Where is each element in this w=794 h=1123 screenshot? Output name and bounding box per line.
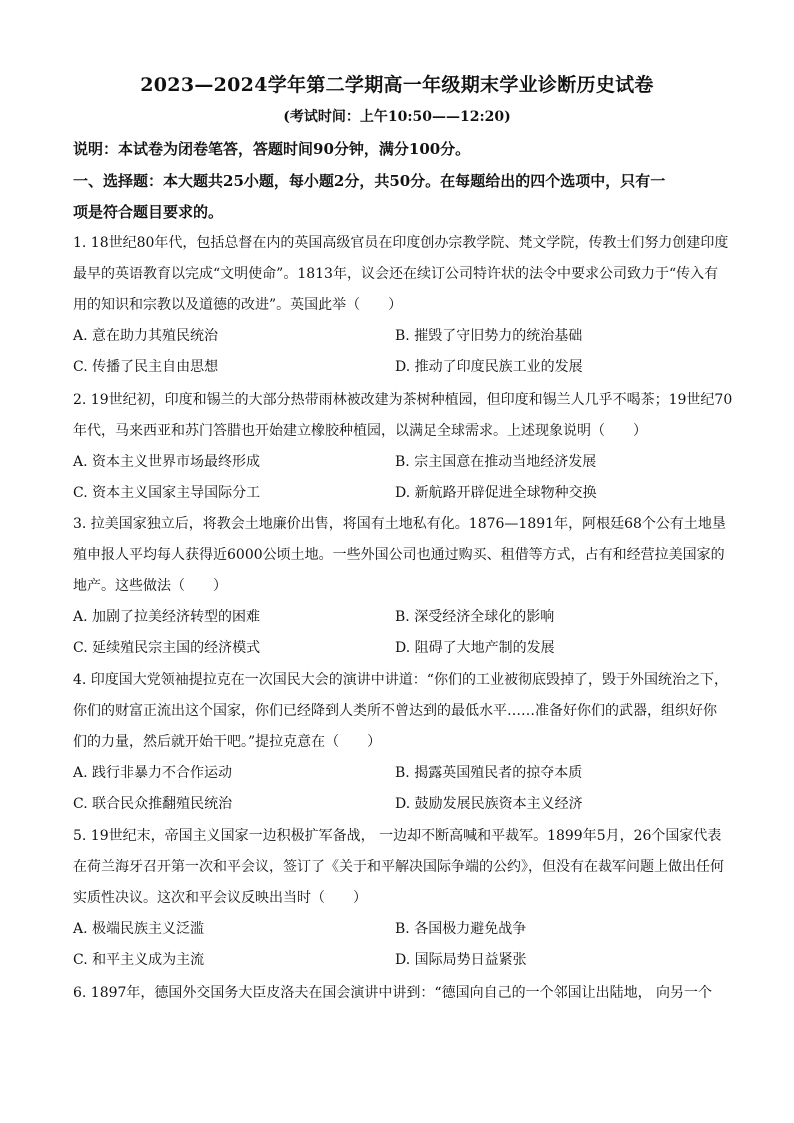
option-a[interactable]: A. 意在助力其殖民统治 xyxy=(73,328,219,344)
question-4-options-row xyxy=(73,758,733,789)
option-b[interactable]: B. 摧毁了守旧势力的统治基础 xyxy=(395,328,583,344)
section-heading-line: 项是符合题目要求的。 xyxy=(73,203,224,221)
question-3 xyxy=(73,509,733,602)
question-3-options-row xyxy=(73,633,733,664)
option-c[interactable]: C. 传播了民主自由思想 xyxy=(73,359,219,375)
question-text-line: 4. 印度国大党领袖提拉克在一次国民大会的演讲中讲道：“你们的工业被彻底毁掉了，毁于外国统治之下， xyxy=(73,672,728,688)
exam-time: (考试时间：上午10:50——12:20) xyxy=(283,109,511,125)
question-text-line: 5. 19世纪末，帝国主义国家一边积极扩军备战， 一边却不断高喊和平裁军。1899年5月，26个国家代表 xyxy=(73,828,722,844)
question-text-line: 实质性决议。这次和平会议反映出当时（ ） xyxy=(73,890,367,906)
question-text-line: 1. 18世纪80年代，包括总督在内的英国高级官员在印度创办宗教学院、梵文学院，传教士们努力创建印度 xyxy=(73,235,729,251)
option-a[interactable]: A. 践行非暴力不合作运动 xyxy=(73,765,233,781)
option-d[interactable]: D. 鼓励发展民族资本主义经济 xyxy=(395,796,583,812)
option-a[interactable]: A. 极端民族主义泛滥 xyxy=(73,921,205,937)
question-text-line: 2. 19世纪初，印度和锡兰的大部分热带雨林被改建为茶树种植园，但印度和锡兰人几乎不喝茶；19世纪70 xyxy=(73,392,733,408)
exam-title: 2023—2024学年第二学期高一年级期末学业诊断历史试卷 xyxy=(140,74,654,96)
option-c[interactable]: C. 资本主义国家主导国际分工 xyxy=(73,485,261,501)
question-text-line: 年代，马来西亚和苏门答腊也开始建立橡胶种植园，以满足全球需求。上述现象说明（ ） xyxy=(73,423,647,439)
option-c[interactable]: C. 联合民众推翻殖民统治 xyxy=(73,796,233,812)
question-text-line: 在荷兰海牙召开第一次和平会议，签订了《关于和平解决国际争端的公约》，但没有在裁军问题上做出任何 xyxy=(73,859,724,875)
option-b[interactable]: B. 宗主国意在推动当地经济发展 xyxy=(395,454,597,470)
option-b[interactable]: B. 深受经济全球化的影响 xyxy=(395,609,555,625)
option-d[interactable]: D. 阻碍了大地产制的发展 xyxy=(395,640,555,656)
question-text-line: 6. 1897年，德国外交国务大臣皮洛夫在国会演讲中讲到：“德国向自己的一个邻国让出陆地， 向另一个 xyxy=(73,985,713,1001)
question-text-line: 殖申报人平均每人获得近6000公顷土地。一些外国公司也通过购买、租借等方式，占有和经营拉美国家的 xyxy=(73,547,725,563)
section-heading-line: 一、选择题：本大题共25小题，每小题2分，共50分。在每题给出的四个选项中，只有一 xyxy=(73,172,666,190)
question-text-line: 们的力量，然后就开始干吧。”提拉克意在（ ） xyxy=(73,734,382,750)
question-2 xyxy=(73,385,733,447)
option-d[interactable]: D. 新航路开辟促进全球物种交换 xyxy=(395,485,597,501)
question-text-line: 地产。这些做法（ ） xyxy=(73,578,227,594)
option-b[interactable]: B. 揭露英国殖民者的掠夺本质 xyxy=(395,765,583,781)
question-5-options-row xyxy=(73,945,733,976)
question-2-options-row xyxy=(73,478,733,509)
option-d[interactable]: D. 国际局势日益紧张 xyxy=(395,952,527,968)
option-c[interactable]: C. 延续殖民宗主国的经济模式 xyxy=(73,640,261,656)
question-2-options-row xyxy=(73,447,733,478)
option-a[interactable]: A. 加剧了拉美经济转型的困难 xyxy=(73,609,261,625)
section-heading xyxy=(73,166,733,228)
option-d[interactable]: D. 推动了印度民族工业的发展 xyxy=(395,359,583,375)
question-text-line: 3. 拉美国家独立后，将教会土地廉价出售，将国有土地私有化。1876—1891年，阿根廷68个公有土地垦 xyxy=(73,516,726,532)
question-text-line: 最早的英语教育以完成“文明使命”。1813年，议会还在续订公司特许状的法令中要求公司致力于“传入有 xyxy=(73,266,719,282)
question-1 xyxy=(73,228,733,321)
question-4-options-row xyxy=(73,789,733,820)
question-6 xyxy=(73,978,733,1009)
option-c[interactable]: C. 和平主义成为主流 xyxy=(73,952,205,968)
question-3-options-row xyxy=(73,602,733,633)
option-b[interactable]: B. 各国极力避免战争 xyxy=(395,921,527,937)
question-5 xyxy=(73,821,733,914)
question-5-options-row xyxy=(73,914,733,945)
question-4 xyxy=(73,665,733,758)
question-text-line: 用的知识和宗教以及道德的改进”。英国此举（ ） xyxy=(73,297,403,313)
question-1-options-row xyxy=(73,321,733,352)
question-1-options-row xyxy=(73,352,733,383)
option-a[interactable]: A. 资本主义世界市场最终形成 xyxy=(73,454,261,470)
instructions: 说明：本试卷为闭卷笔答，答题时间90分钟，满分100分。 xyxy=(73,140,471,158)
question-text-line: 你们的财富正流出这个国家，你们已经降到人类所不曾达到的最低水平……准备好你们的武器，组织好你 xyxy=(73,703,717,719)
